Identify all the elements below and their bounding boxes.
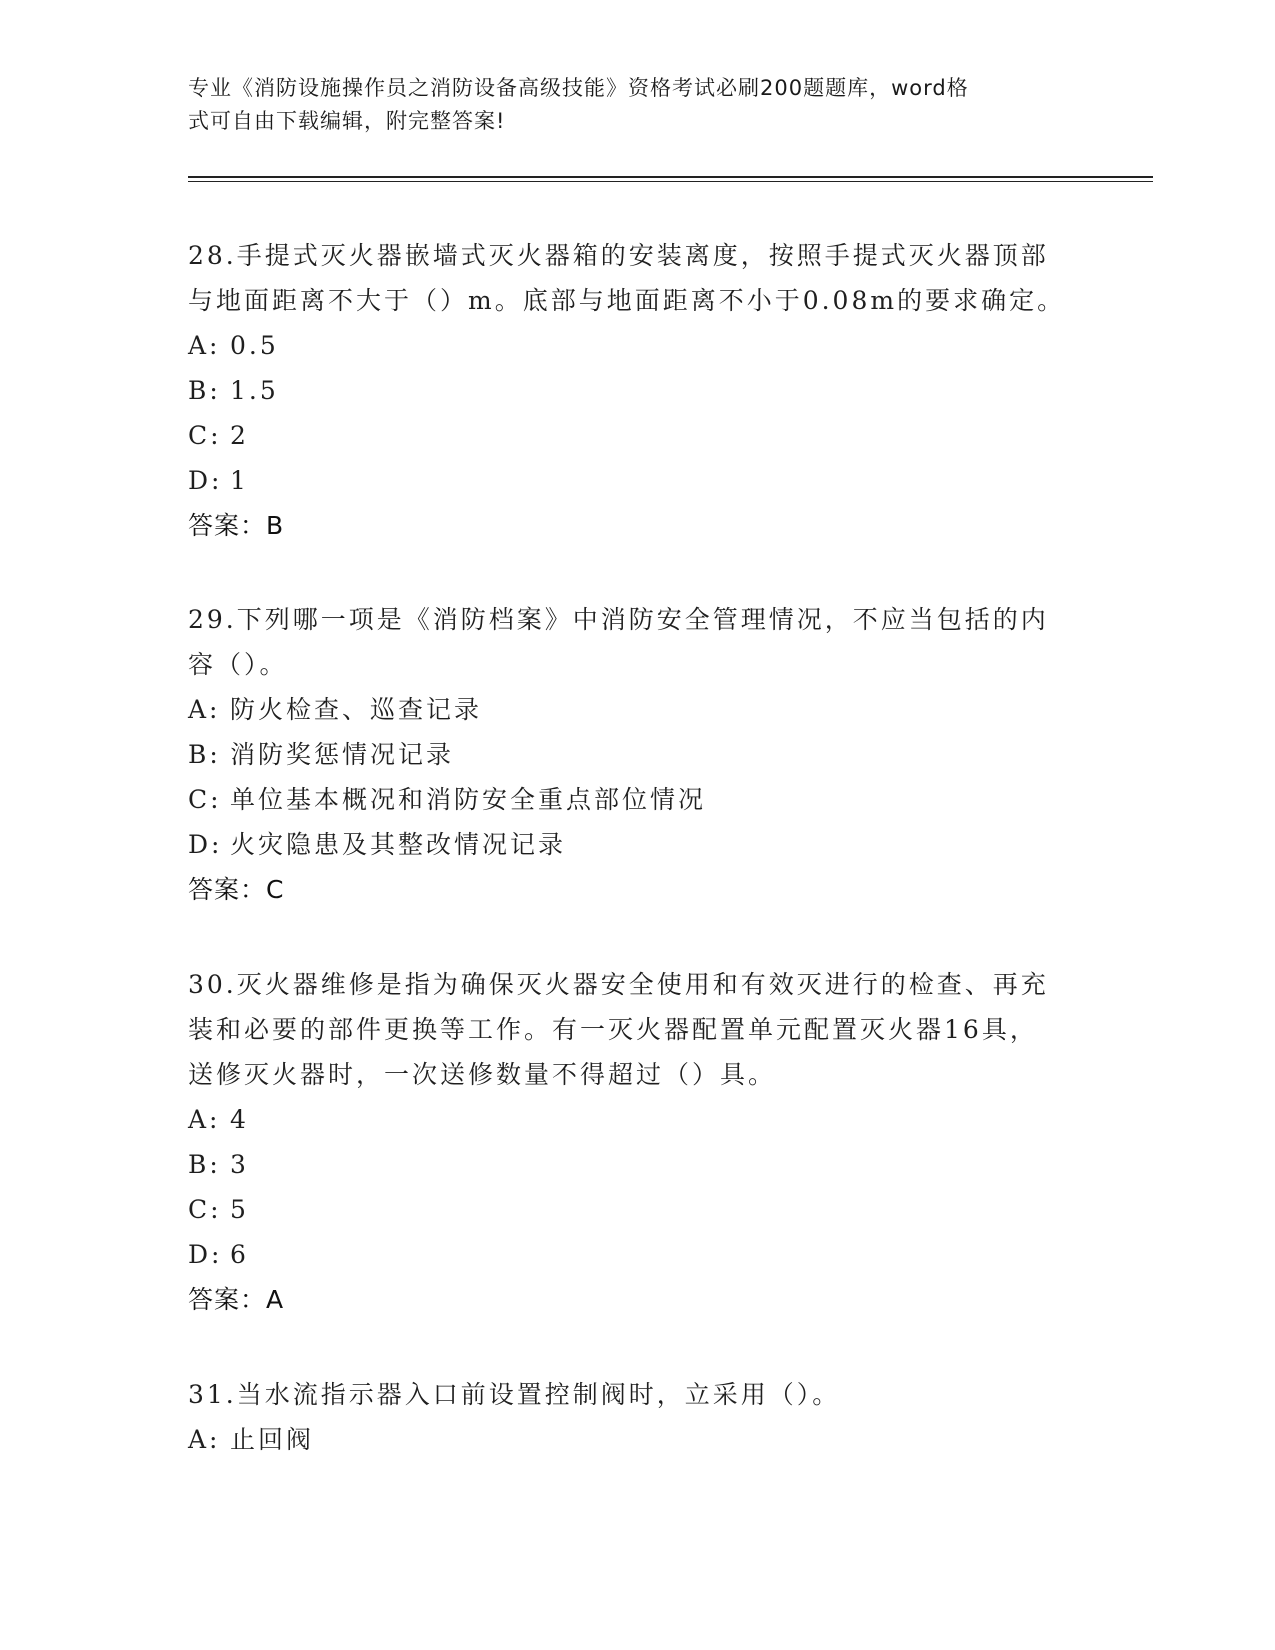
option-d [188,822,1088,867]
option-a [188,1417,1088,1462]
option-key: D: [188,466,223,495]
header-line-1: 专业《消防设施操作员之消防设备高级技能》资格考试必刷200题题库，word格 [188,76,969,100]
header-line-2: 式可自由下载编辑，附完整答案! [188,109,506,133]
option-b [188,732,1088,777]
option-key: A: [188,1425,221,1454]
option-c [188,1187,1088,1232]
question-29 [188,597,1088,912]
question-line: 29.下列哪一项是《消防档案》中消防安全管理情况，不应当包括的内 [188,605,1049,634]
question-line: 与地面距离不大于（）m。底部与地面距离不小于0.08m的要求确定。 [188,286,1066,315]
question-text [188,962,1088,1097]
question-line: 容（）。 [188,650,288,679]
option-key: A: [188,1105,221,1134]
option-key: D: [188,1240,223,1269]
option-a [188,1097,1088,1142]
option-a [188,687,1088,732]
question-31 [188,1372,1088,1462]
option-key: B: [188,1150,221,1179]
option-b [188,368,1088,413]
header-divider-thick [188,176,1153,178]
option-text: 止回阀 [230,1425,315,1454]
option-a [188,323,1088,368]
option-text: 1.5 [230,376,279,405]
option-d [188,458,1088,503]
option-text: 0.5 [230,331,279,360]
option-text: 消防奖惩情况记录 [230,740,455,769]
option-text: 1 [230,466,249,495]
question-text [188,1372,1088,1417]
option-key: C: [188,785,222,814]
option-text: 单位基本概况和消防安全重点部位情况 [230,785,707,814]
option-d [188,1232,1088,1277]
option-key: B: [188,740,221,769]
option-text: 火灾隐患及其整改情况记录 [230,830,567,859]
header-divider-thin [188,181,1153,182]
option-key: D: [188,830,223,859]
question-30 [188,962,1088,1322]
option-key: C: [188,421,222,450]
option-key: A: [188,695,221,724]
option-text: 4 [230,1105,249,1134]
question-text [188,597,1088,687]
option-text: 6 [230,1240,249,1269]
option-key: B: [188,376,221,405]
option-text: 2 [230,421,249,450]
option-text: 3 [230,1150,249,1179]
question-text [188,233,1088,323]
option-c [188,413,1088,458]
option-key: C: [188,1195,222,1224]
option-b [188,1142,1088,1187]
answer-line: 答案：C [188,875,285,904]
option-text: 5 [230,1195,249,1224]
answer-line: 答案：B [188,511,285,540]
question-28 [188,233,1088,548]
question-line: 31.当水流指示器入口前设置控制阀时，立采用（）。 [188,1380,841,1409]
question-line: 30.灭火器维修是指为确保灭火器安全使用和有效灭进行的检查、再充 [188,970,1049,999]
question-line: 送修灭火器时，一次送修数量不得超过（）具。 [188,1060,777,1089]
question-line: 28.手提式灭火器嵌墙式灭火器箱的安装离度，按照手提式灭火器顶部 [188,241,1049,270]
answer-line: 答案：A [188,1285,285,1314]
option-text: 防火检查、巡查记录 [230,695,483,724]
question-line: 装和必要的部件更换等工作。有一灭火器配置单元配置灭火器16具， [188,1015,1038,1044]
option-key: A: [188,331,221,360]
option-c [188,777,1088,822]
document-header [188,72,1068,138]
